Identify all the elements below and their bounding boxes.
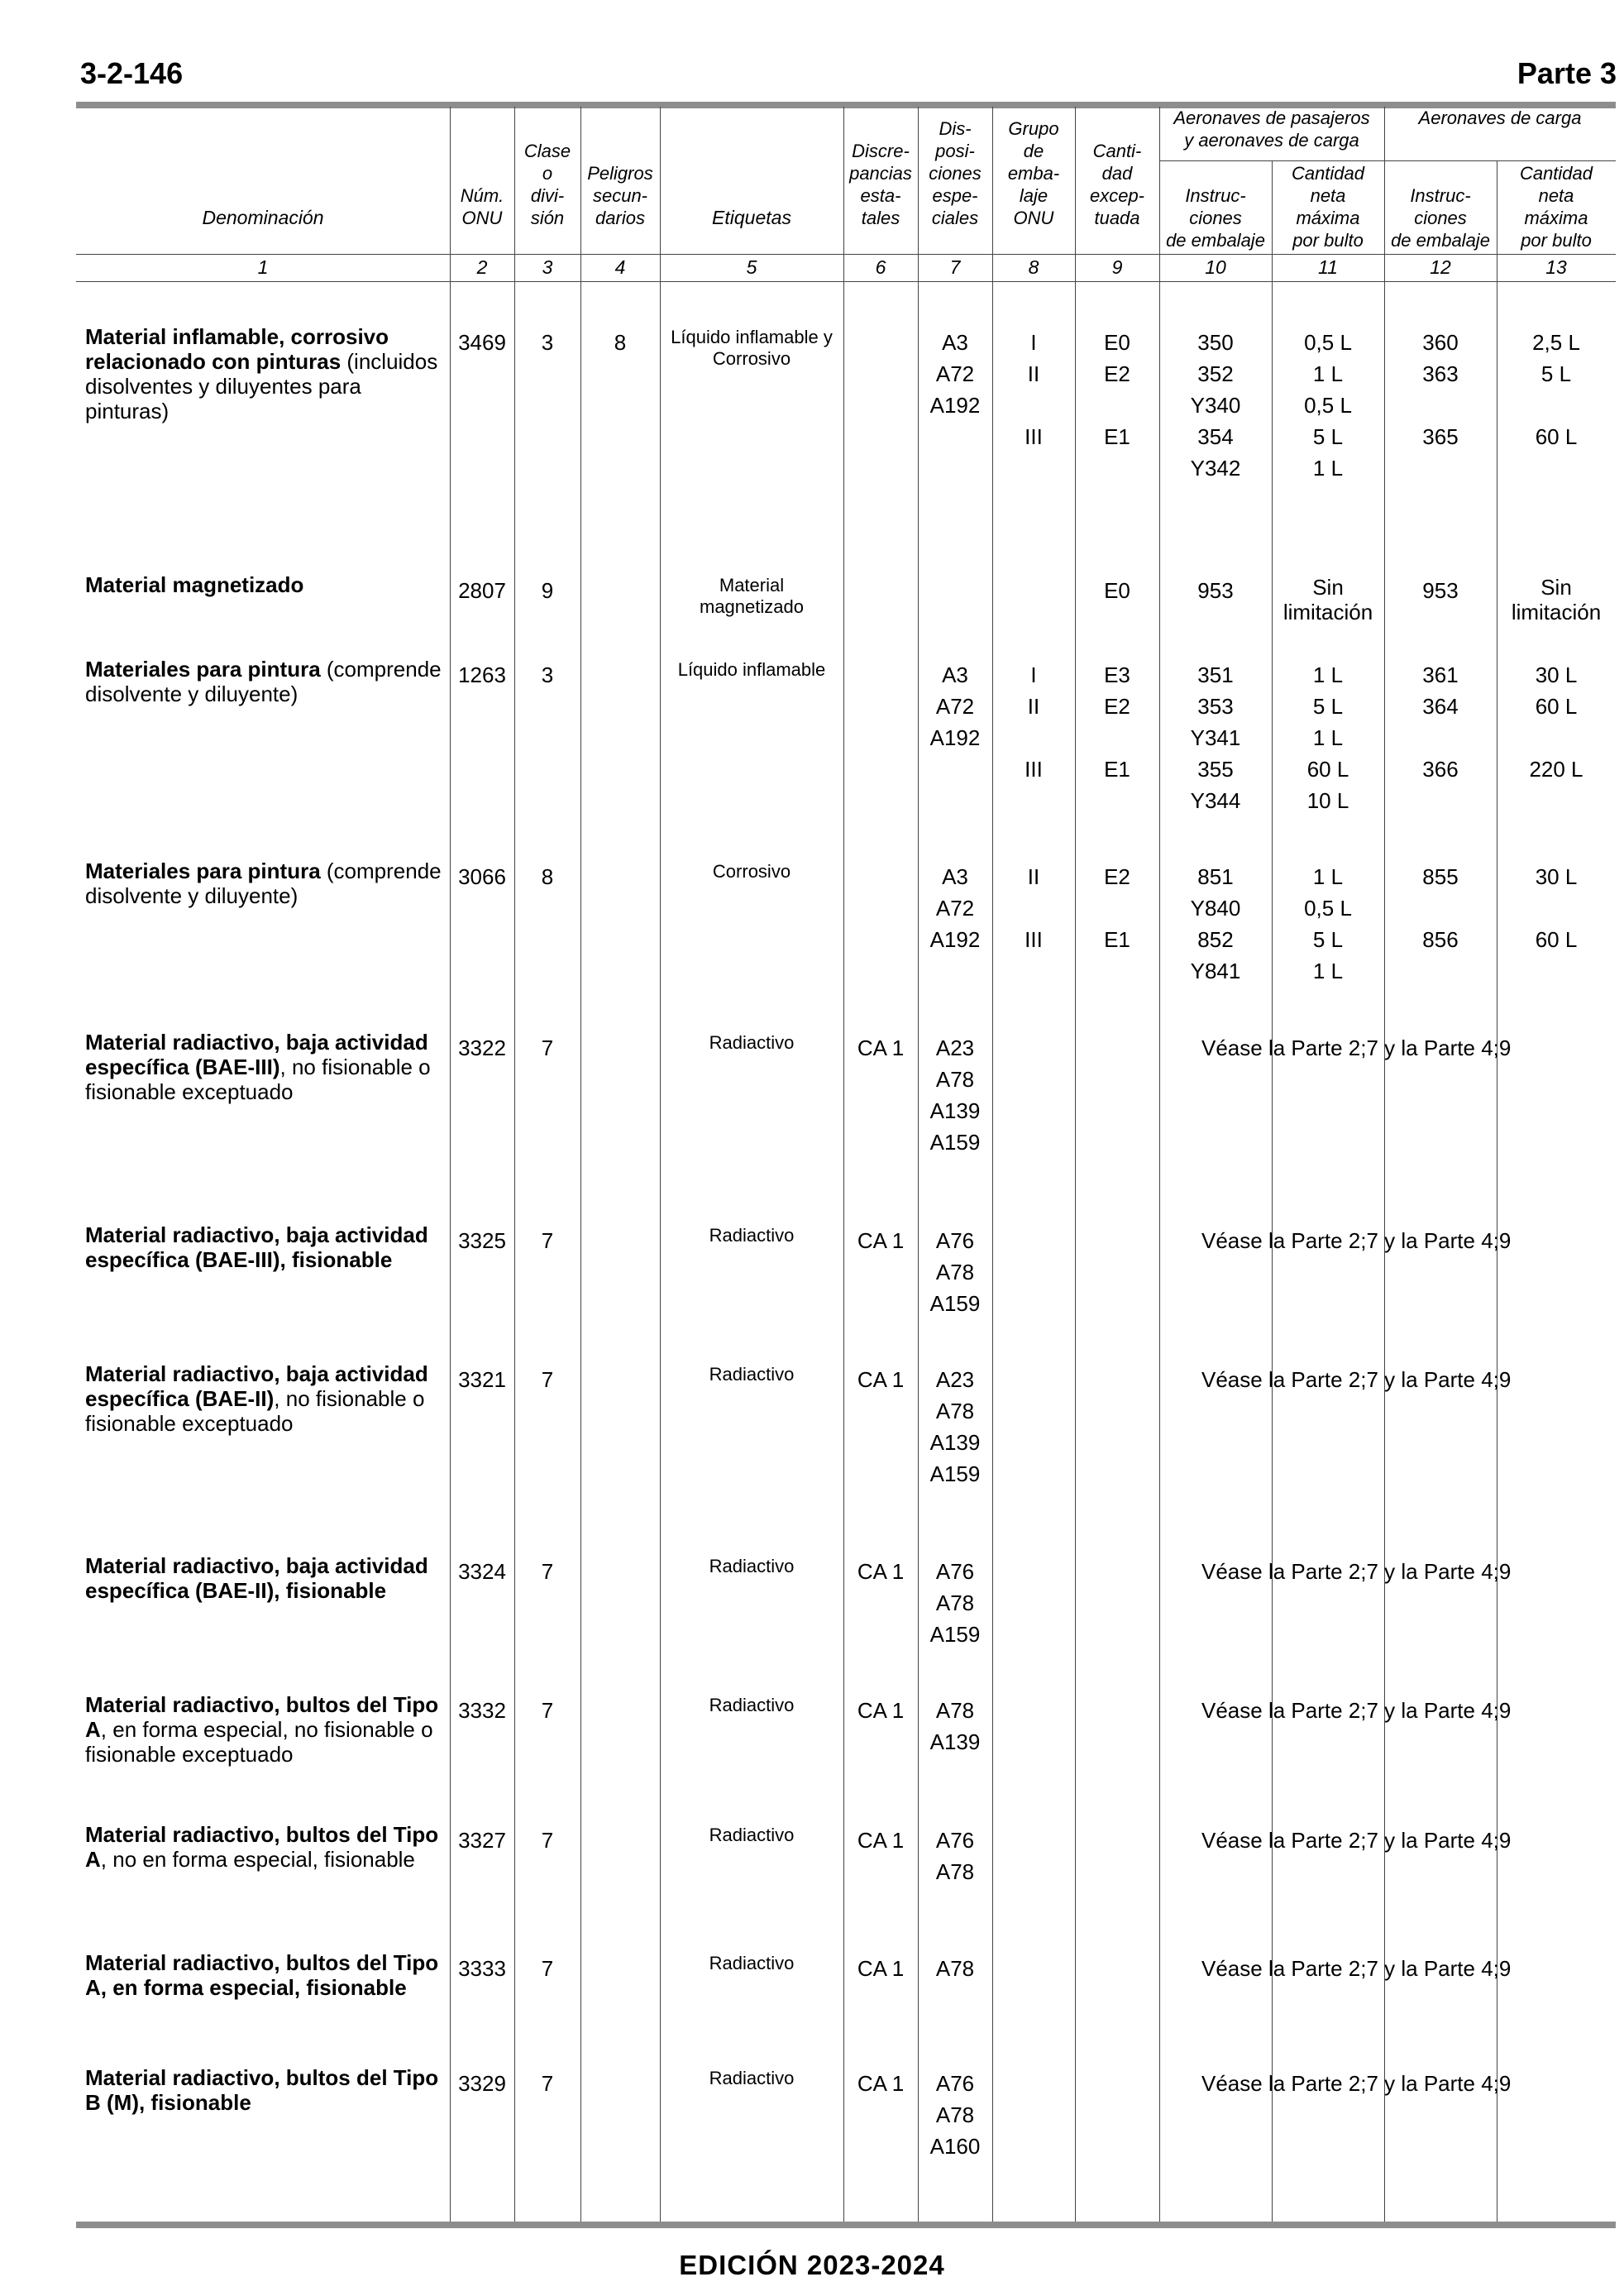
denominacion-cell bbox=[85, 572, 449, 597]
state-variation: CA 1 bbox=[857, 1956, 905, 1981]
header-etiquetas: Etiquetas bbox=[712, 207, 791, 228]
column-number: 13 bbox=[1545, 256, 1567, 278]
column-number-divider bbox=[76, 281, 1616, 282]
header-num-onu: Núm. ONU bbox=[460, 185, 504, 228]
special-provisions: A76 A78 A160 bbox=[929, 2071, 981, 2159]
un-number: 1263 bbox=[458, 662, 506, 687]
part-title: Parte 3 bbox=[1517, 56, 1617, 90]
denominacion-cell bbox=[85, 1222, 449, 1272]
state-variation: CA 1 bbox=[857, 1036, 905, 1060]
pax-packing-instruction: 351 353 Y341 355 Y344 bbox=[1190, 662, 1241, 813]
denominacion-bold: Material radiactivo, bultos del Tipo B (M), fisionable bbox=[85, 2065, 439, 2115]
class-division: 7 bbox=[541, 1828, 554, 1853]
special-provisions: A76 A78 A159 bbox=[929, 1228, 981, 1316]
pax-max-net-quantity: 0,5 L 1 L 0,5 L 5 L 1 L bbox=[1304, 330, 1352, 481]
denominacion-detail: (comprende disolvente y diluyente) bbox=[85, 657, 442, 706]
column-number: 2 bbox=[476, 256, 488, 278]
class-division: 8 bbox=[541, 864, 554, 889]
denominacion-bold: Material radiactivo, bultos del Tipo A bbox=[85, 1822, 439, 1872]
special-provisions: A78 bbox=[935, 1956, 975, 1981]
hazard-label: Líquido inflamable y Corrosivo bbox=[671, 327, 833, 369]
pax-max-net-quantity: Sin limitación bbox=[1282, 575, 1373, 624]
hazard-label: Corrosivo bbox=[712, 861, 791, 882]
cargo-packing-instruction: 855 856 bbox=[1422, 864, 1459, 952]
header-cant-cargo: Cantidad neta máxima por bulto bbox=[1519, 163, 1593, 251]
denominacion-detail: , en forma especial, no fisionable o fisionable exceptuado bbox=[85, 1717, 433, 1767]
state-variation: CA 1 bbox=[857, 1698, 905, 1723]
header-pax-aircraft: Aeronaves de pasajeros y aeronaves de carga bbox=[1173, 108, 1370, 151]
denominacion-bold: Materiales para pintura bbox=[85, 859, 321, 883]
hazard-label: Radiactivo bbox=[709, 1032, 795, 1053]
hazard-label: Radiactivo bbox=[709, 1364, 795, 1385]
column-number: 8 bbox=[1028, 256, 1039, 278]
page-reference: 3-2-146 bbox=[80, 56, 184, 90]
un-number: 3329 bbox=[458, 2071, 506, 2096]
denominacion-cell bbox=[85, 324, 449, 423]
class-division: 7 bbox=[541, 1228, 554, 1253]
special-provisions: A78 A139 bbox=[929, 1698, 981, 1754]
header-instr-cargo: Instruc- ciones de embalaje bbox=[1391, 185, 1490, 251]
header-cantidad-exceptuada: Canti- dad excep- tuada bbox=[1089, 141, 1145, 228]
class-division: 7 bbox=[541, 1698, 554, 1723]
packing-group: I II III bbox=[1025, 662, 1043, 782]
column-number: 10 bbox=[1205, 256, 1226, 278]
cargo-max-net-quantity: 30 L 60 L 220 L bbox=[1529, 662, 1583, 782]
un-number: 3325 bbox=[458, 1228, 506, 1253]
hazard-label: Radiactivo bbox=[709, 1556, 795, 1576]
column-divider bbox=[514, 107, 515, 2222]
denominacion-cell bbox=[85, 859, 449, 908]
column-number: 9 bbox=[1111, 256, 1123, 278]
pax-max-net-quantity: 1 L 5 L 1 L 60 L 10 L bbox=[1306, 662, 1349, 813]
un-number: 3324 bbox=[458, 1559, 506, 1584]
state-variation: CA 1 bbox=[857, 2071, 905, 2096]
bottom-rule bbox=[76, 2222, 1616, 2228]
denominacion-bold: Material radiactivo, baja actividad específica (BAE-III), fisionable bbox=[85, 1222, 428, 1272]
cargo-packing-instruction: 360 363 365 bbox=[1422, 330, 1459, 449]
denominacion-cell bbox=[85, 657, 449, 706]
pax-packing-instruction: 851 Y840 852 Y841 bbox=[1190, 864, 1241, 983]
see-reference: Véase la Parte 2;7 y la Parte 4;9 bbox=[1201, 1698, 1512, 1723]
cargo-max-net-quantity: 2,5 L 5 L 60 L bbox=[1532, 330, 1580, 449]
un-number: 2807 bbox=[458, 578, 506, 603]
class-division: 7 bbox=[541, 1036, 554, 1060]
hazard-label: Material magnetizado bbox=[700, 575, 804, 617]
hazard-label: Radiactivo bbox=[709, 2068, 795, 2088]
column-number: 12 bbox=[1430, 256, 1451, 278]
denominacion-cell bbox=[85, 1553, 449, 1603]
pax-packing-instruction: 953 bbox=[1197, 578, 1234, 603]
denominacion-detail: (incluidos disolventes y diluyentes para pinturas) bbox=[85, 349, 438, 423]
excepted-quantity: E3 E2 E1 bbox=[1104, 662, 1130, 782]
un-number: 3321 bbox=[458, 1367, 506, 1392]
cargo-max-net-quantity: 30 L 60 L bbox=[1535, 864, 1578, 952]
denominacion-bold: Materiales para pintura bbox=[85, 657, 321, 682]
denominacion-bold: Material radiactivo, baja actividad específica (BAE-III) bbox=[85, 1030, 428, 1079]
denominacion-detail: , no fisionable o fisionable exceptuado bbox=[85, 1055, 431, 1104]
header-disposiciones: Dis- posi- ciones espe- ciales bbox=[929, 118, 982, 228]
denominacion-bold: Material inflamable, corrosivo relacionado con pinturas bbox=[85, 324, 389, 374]
excepted-quantity: E0 bbox=[1104, 578, 1130, 603]
class-division: 3 bbox=[541, 662, 554, 687]
class-division: 7 bbox=[541, 1367, 554, 1392]
un-number: 3333 bbox=[458, 1956, 506, 1981]
edition-footer: EDICIÓN 2023-2024 bbox=[679, 2250, 945, 2280]
state-variation: CA 1 bbox=[857, 1367, 905, 1392]
special-provisions: A23 A78 A139 A159 bbox=[929, 1036, 981, 1155]
excepted-quantity: E2 E1 bbox=[1104, 864, 1130, 952]
group-divider bbox=[1159, 160, 1616, 161]
un-number: 3469 bbox=[458, 330, 506, 355]
special-provisions: A3 A72 A192 bbox=[929, 662, 981, 750]
denominacion-bold: Material radiactivo, bultos del Tipo A bbox=[85, 1692, 439, 1742]
header-peligros: Peligros secun- darios bbox=[587, 163, 653, 228]
class-division: 7 bbox=[541, 1559, 554, 1584]
column-divider bbox=[580, 107, 581, 2222]
column-number: 5 bbox=[746, 256, 757, 278]
header-denominacion: Denominación bbox=[202, 207, 324, 228]
special-provisions: A3 A72 A192 bbox=[929, 864, 981, 952]
denominacion-bold: Material magnetizado bbox=[85, 572, 304, 597]
special-provisions: A3 A72 A192 bbox=[929, 330, 981, 418]
class-division: 9 bbox=[541, 578, 554, 603]
column-number: 1 bbox=[257, 256, 269, 278]
header-instr-pax: Instruc- ciones de embalaje bbox=[1166, 185, 1265, 251]
un-number: 3332 bbox=[458, 1698, 506, 1723]
denominacion-cell bbox=[85, 1692, 449, 1767]
column-number: 4 bbox=[614, 256, 626, 278]
see-reference: Véase la Parte 2;7 y la Parte 4;9 bbox=[1201, 1559, 1512, 1584]
pax-packing-instruction: 350 352 Y340 354 Y342 bbox=[1190, 330, 1241, 481]
cargo-packing-instruction: 953 bbox=[1422, 578, 1459, 603]
excepted-quantity: E0 E2 E1 bbox=[1104, 330, 1130, 449]
column-number: 11 bbox=[1318, 256, 1338, 278]
denominacion-bold: Material radiactivo, baja actividad específica (BAE-II) bbox=[85, 1361, 428, 1411]
denominacion-cell bbox=[85, 1822, 449, 1872]
cargo-max-net-quantity: Sin limitación bbox=[1511, 575, 1602, 624]
state-variation: CA 1 bbox=[857, 1828, 905, 1853]
see-reference: Véase la Parte 2;7 y la Parte 4;9 bbox=[1201, 1828, 1512, 1853]
header-divider bbox=[76, 254, 1616, 255]
see-reference: Véase la Parte 2;7 y la Parte 4;9 bbox=[1201, 1036, 1512, 1060]
denominacion-cell bbox=[85, 1950, 449, 2000]
see-reference: Véase la Parte 2;7 y la Parte 4;9 bbox=[1201, 1367, 1512, 1392]
column-number: 3 bbox=[542, 256, 553, 278]
packing-group: II III bbox=[1025, 864, 1043, 952]
header-grupo: Grupo de emba- laje ONU bbox=[1007, 118, 1060, 228]
denominacion-detail: , no en forma especial, fisionable bbox=[100, 1847, 415, 1872]
header-cargo-aircraft: Aeronaves de carga bbox=[1418, 108, 1582, 128]
denominacion-cell bbox=[85, 2065, 449, 2115]
cargo-packing-instruction: 361 364 366 bbox=[1422, 662, 1459, 782]
column-divider bbox=[660, 107, 661, 2222]
see-reference: Véase la Parte 2;7 y la Parte 4;9 bbox=[1201, 2071, 1512, 2096]
special-provisions: A76 A78 A159 bbox=[929, 1559, 981, 1647]
denominacion-bold: Material radiactivo, bultos del Tipo A, en forma especial, fisionable bbox=[85, 1950, 439, 2000]
hazard-label: Radiactivo bbox=[709, 1825, 795, 1845]
see-reference: Véase la Parte 2;7 y la Parte 4;9 bbox=[1201, 1228, 1512, 1253]
class-division: 3 bbox=[541, 330, 554, 355]
hazard-label: Radiactivo bbox=[709, 1953, 795, 1973]
header-discrepancias: Discre- pancias esta- tales bbox=[849, 141, 912, 228]
hazard-label: Radiactivo bbox=[709, 1225, 795, 1246]
un-number: 3322 bbox=[458, 1036, 506, 1060]
header-cant-pax: Cantidad neta máxima por bulto bbox=[1291, 163, 1365, 251]
column-divider bbox=[918, 107, 919, 2222]
see-reference: Véase la Parte 2;7 y la Parte 4;9 bbox=[1201, 1956, 1512, 1981]
column-divider bbox=[450, 107, 451, 2222]
denominacion-cell bbox=[85, 1030, 449, 1104]
denominacion-detail: , no fisionable o fisionable exceptuado bbox=[85, 1386, 425, 1436]
denominacion-cell bbox=[85, 1361, 449, 1436]
packing-group: I II III bbox=[1025, 330, 1043, 449]
column-number: 6 bbox=[875, 256, 886, 278]
pax-max-net-quantity: 1 L 0,5 L 5 L 1 L bbox=[1304, 864, 1352, 983]
un-number: 3327 bbox=[458, 1828, 506, 1853]
state-variation: CA 1 bbox=[857, 1228, 905, 1253]
class-division: 7 bbox=[541, 2071, 554, 2096]
special-provisions: A76 A78 bbox=[935, 1828, 975, 1884]
header-clase: Clase o divi- sión bbox=[523, 141, 571, 228]
special-provisions: A23 A78 A139 A159 bbox=[929, 1367, 981, 1486]
hazard-label: Radiactivo bbox=[709, 1695, 795, 1715]
un-number: 3066 bbox=[458, 864, 506, 889]
column-number: 7 bbox=[949, 256, 961, 278]
secondary-hazard: 8 bbox=[614, 330, 627, 355]
denominacion-detail: (comprende disolvente y diluyente) bbox=[85, 859, 442, 908]
class-division: 7 bbox=[541, 1956, 554, 1981]
denominacion-bold: Material radiactivo, baja actividad específica (BAE-II), fisionable bbox=[85, 1553, 428, 1603]
state-variation: CA 1 bbox=[857, 1559, 905, 1584]
hazard-label: Líquido inflamable bbox=[677, 659, 826, 680]
column-divider bbox=[843, 107, 844, 2222]
